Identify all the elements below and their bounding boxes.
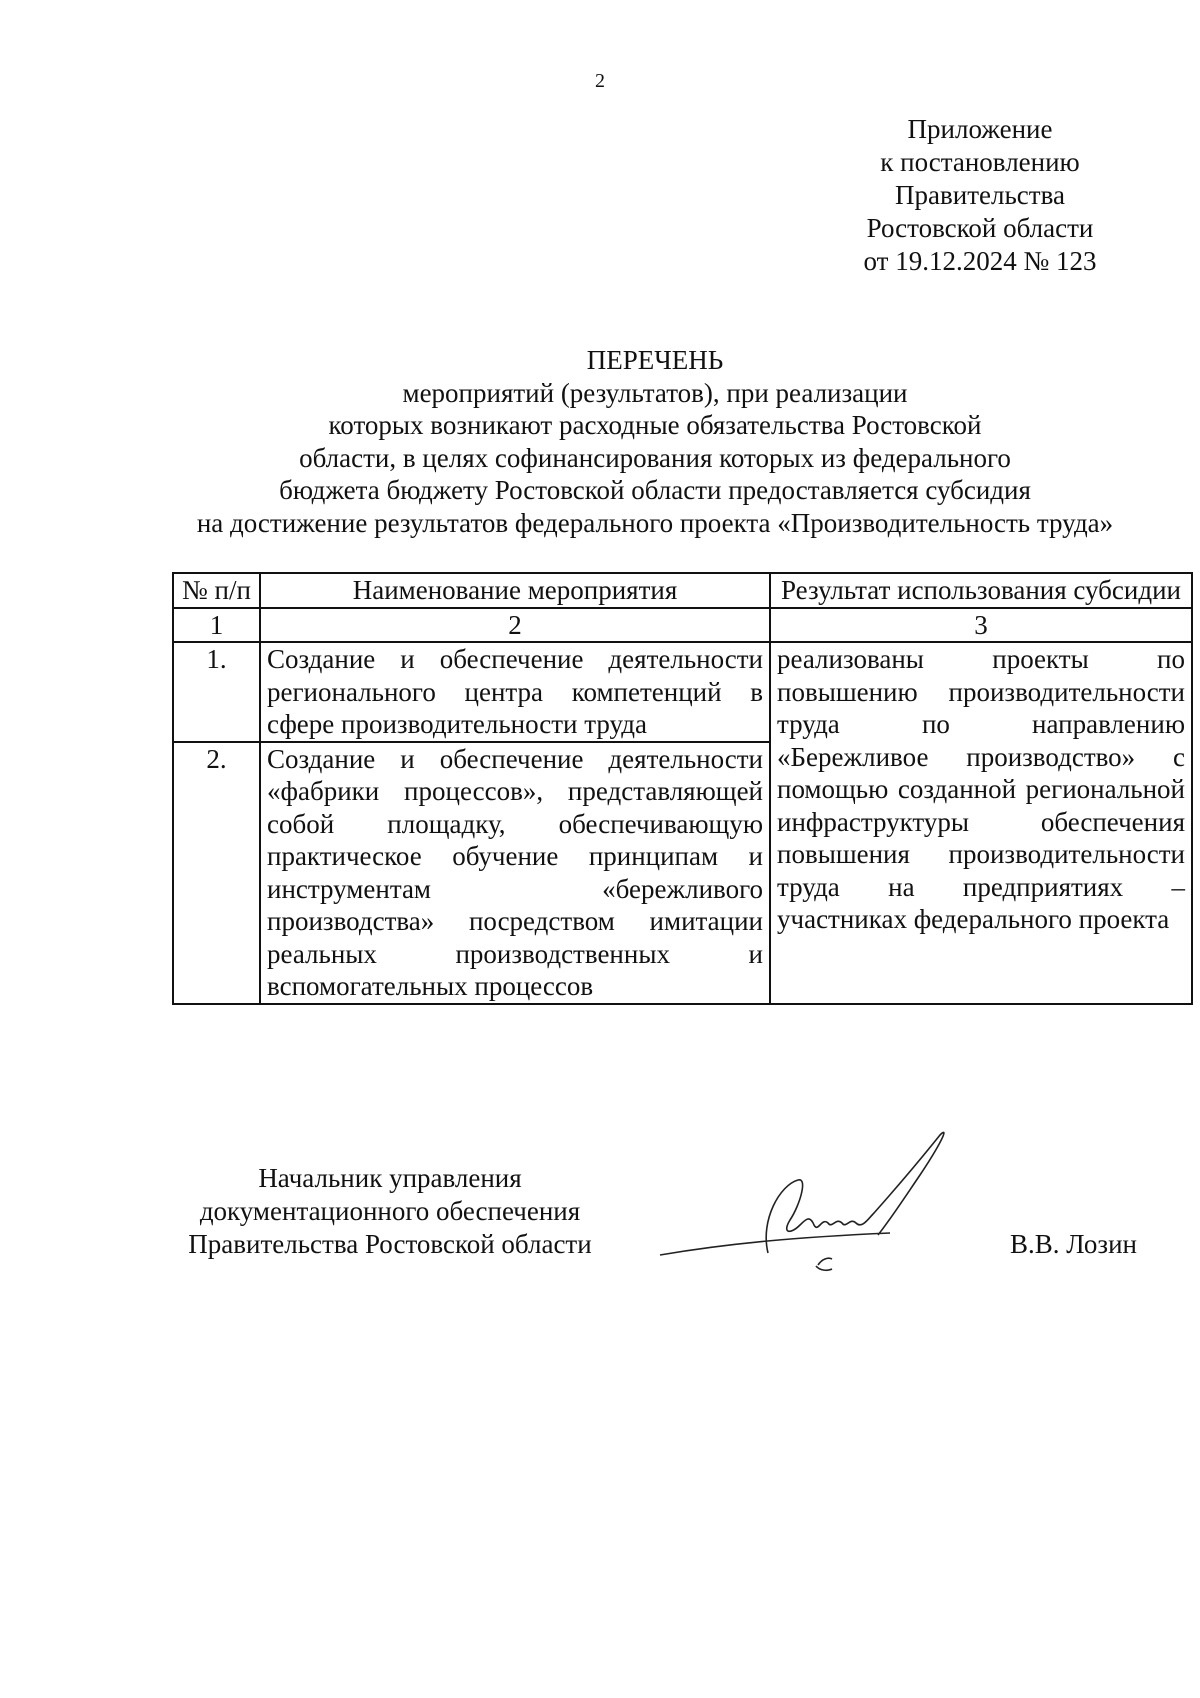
signatory-name: В.В. Лозин: [1010, 1229, 1137, 1259]
title-line: области, в целях софинансирования которых из федерального: [299, 442, 1011, 473]
document-title: [160, 344, 1150, 539]
signatory-role-line: Правительства Ростовской области: [188, 1229, 592, 1259]
header-num: № п/п: [173, 573, 260, 608]
header-name: Наименование мероприятия: [260, 573, 770, 608]
appendix-line: к постановлению: [880, 147, 1080, 177]
title-line: которых возникают расходные обязательства Ростовской: [328, 410, 982, 440]
result-description: реализованы проекты по повышению производительности труда по направлению «Бережливое производство» с помощью созданной региональной инфраструктуры обеспечения повышения производительности труда на предприятиях – участниках федерального проекта: [770, 642, 1192, 1004]
title-line: бюджета бюджету Ростовской области предоставляется субсидия: [279, 475, 1031, 505]
column-number: 2: [260, 608, 770, 643]
measure-name: Создание и обеспечение деятельности регионального центра компетенций в сфере производительности труда: [260, 642, 770, 742]
appendix-block: [830, 113, 1130, 278]
column-number: 1: [173, 608, 260, 643]
row-number: 1.: [173, 642, 260, 742]
title-heading: ПЕРЕЧЕНЬ: [586, 345, 724, 375]
signatory-role-line: документационного обеспечения: [199, 1196, 581, 1226]
header-result: Результат использования субсидии: [770, 573, 1192, 608]
appendix-line: от 19.12.2024 № 123: [863, 246, 1097, 276]
signatory-role: [160, 1162, 620, 1261]
signatory-role-line: Начальник управления: [258, 1163, 522, 1193]
handwritten-signature: [650, 1125, 990, 1275]
table-header-row: [173, 573, 1192, 608]
title-line: на достижение результатов федерального проекта «Производительность труда»: [196, 507, 1114, 538]
measure-name: Создание и обеспечение деятельности «фабрики процессов», представляющей собой площадку, обеспечивающую практическое обучение принципам и инструментам «бережливого производства» посредством имитации реальных производственных и вспомогательных процессов: [260, 742, 770, 1004]
measures-table: [172, 572, 1193, 1005]
table-row: [173, 642, 1192, 742]
appendix-line: Правительства: [895, 180, 1065, 210]
title-line: мероприятий (результатов), при реализации: [402, 377, 908, 408]
row-number: 2.: [173, 742, 260, 1004]
appendix-line: Ростовской области: [866, 213, 1094, 243]
column-number-row: [173, 608, 1192, 643]
appendix-line: Приложение: [907, 114, 1053, 144]
page-number: 2: [595, 70, 605, 92]
column-number: 3: [770, 608, 1192, 643]
